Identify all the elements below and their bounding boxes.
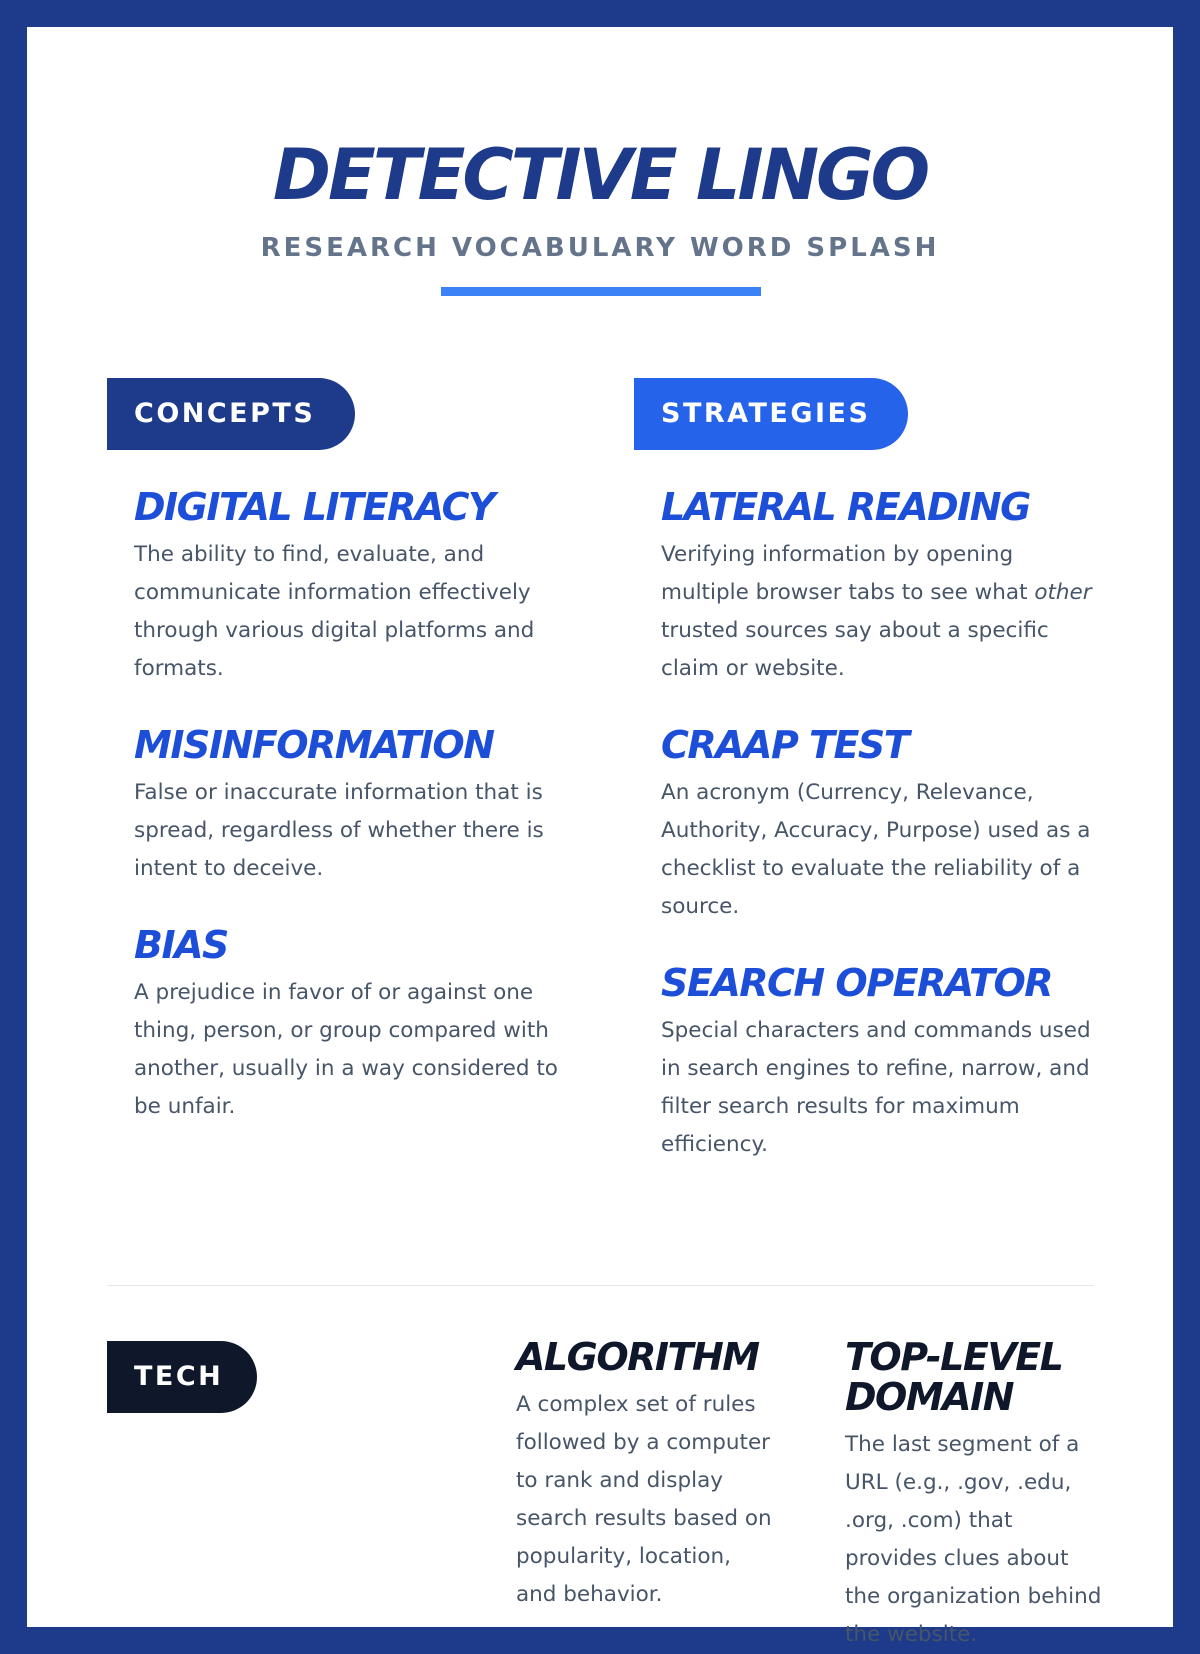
page-title: DETECTIVE LINGO xyxy=(272,134,928,216)
term-title: MISINFORMATION xyxy=(134,723,494,767)
title-underline xyxy=(441,287,761,296)
section-label-strategies: STRATEGIES xyxy=(634,378,908,450)
term-definition: The ability to find, evaluate, and communicate information effectively through various digital platforms and formats. xyxy=(134,542,535,681)
term-definition: The last segment of a URL (e.g., .gov, .edu, .org, .com) that provides clues about the organization behind the website. xyxy=(845,1432,1102,1647)
page-subtitle: RESEARCH VOCABULARY WORD SPLASH xyxy=(260,233,940,263)
definition-emphasis: other xyxy=(1034,580,1092,605)
definition-text: Verifying information by opening multiple browser tabs to see what xyxy=(661,542,1035,605)
section-divider xyxy=(107,1285,1094,1286)
term-card-algorithm xyxy=(516,1337,778,1614)
term-definition: A complex set of rules followed by a computer to rank and display search results based on popularity, location, and behavior. xyxy=(516,1392,772,1607)
term-definition: False or inaccurate information that is spread, regardless of whether there is intent to deceive. xyxy=(134,780,544,881)
term-title: BIAS xyxy=(134,923,228,967)
term-card-top-level-domain xyxy=(845,1337,1107,1654)
term-title: LATERAL READING xyxy=(661,485,1030,529)
term-title: ALGORITHM xyxy=(516,1335,759,1379)
term-card-search-operator xyxy=(661,963,1101,1164)
term-card-digital-literacy xyxy=(134,487,574,688)
definition-text: trusted sources say about a specific claim or website. xyxy=(661,618,1049,681)
term-definition xyxy=(661,536,1101,688)
term-card-craap-test xyxy=(661,725,1101,926)
section-label-concepts: CONCEPTS xyxy=(107,378,355,450)
term-definition: Special characters and commands used in search engines to refine, narrow, and filter search results for maximum efficiency. xyxy=(661,1018,1091,1157)
term-card-misinformation xyxy=(134,725,574,888)
term-definition: A prejudice in favor of or against one thing, person, or group compared with another, usually in a way considered to be unfair. xyxy=(134,980,558,1119)
section-label-tech: TECH xyxy=(107,1341,257,1413)
term-card-lateral-reading xyxy=(661,487,1101,688)
term-title: DIGITAL LITERACY xyxy=(134,485,494,529)
term-definition: An acronym (Currency, Relevance, Authority, Accuracy, Purpose) used as a checklist to evaluate the reliability of a source. xyxy=(661,780,1091,919)
term-title: CRAAP TEST xyxy=(661,723,909,767)
worksheet-page xyxy=(27,27,1173,1647)
term-title: TOP-LEVEL DOMAIN xyxy=(845,1335,1063,1419)
term-title: SEARCH OPERATOR xyxy=(661,961,1053,1005)
term-card-bias xyxy=(134,925,574,1126)
